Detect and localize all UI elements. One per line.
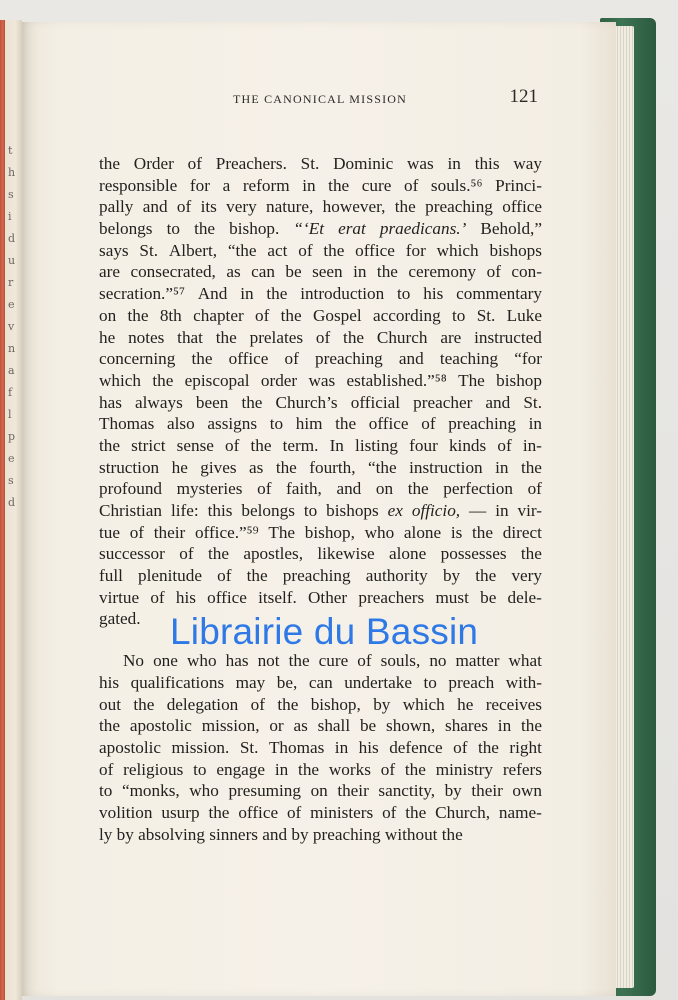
text-line: ly by absolving sinners and by preaching without the — [99, 824, 463, 844]
text-line: responsible for a reform in the cure of souls.⁵⁶ Princi- — [99, 175, 542, 195]
text-line: his qualifications may be, can undertake to preach with- — [99, 672, 542, 692]
previous-page-text-fragments: t h s i d u r e v n a f l p e s d — [8, 144, 16, 509]
text-line: he notes that the prelates of the Church are instructed — [99, 327, 542, 347]
text-line: full plenitude of the preaching authority by the very — [99, 566, 542, 586]
watermark: Librairie du Bassin — [170, 611, 479, 652]
body-text — [99, 153, 542, 845]
text-line: which the episcopal order was established.”⁵⁸ The bishop — [99, 370, 542, 390]
text-line: volition usurp the office of ministers of the Church, name- — [99, 802, 542, 822]
text-line: has always been the Church’s official preacher and St. — [99, 392, 542, 412]
text-line: gated. — [99, 609, 141, 629]
text-line: Thomas also assigns to him the office of preaching in — [99, 414, 542, 434]
text-line: successor of the apostles, likewise alone possesses the — [99, 544, 542, 564]
red-page-edge — [0, 20, 5, 1000]
text-line: the Order of Preachers. St. Dominic was in this way — [99, 154, 542, 173]
text-line: secration.”⁵⁷ And in the introduction to his commentary — [99, 284, 542, 304]
running-head: THE CANONICAL MISSION — [232, 92, 408, 106]
text-line: struction he gives as the fourth, “the instruction in the — [99, 457, 542, 477]
text-line: of religious to engage in the works of the ministry refers — [99, 759, 542, 779]
book-page — [22, 22, 616, 996]
text-line: concerning the office of preaching and teaching “for — [99, 349, 542, 369]
text-line: profound mysteries of faith, and on the perfection of — [99, 479, 542, 499]
text-line: says St. Albert, “the act of the office for which bishops — [99, 240, 542, 260]
text-line: belongs to the bishop. “‘Et erat praedicans.’ Behold,” — [99, 219, 542, 239]
text-line: out the delegation of the bishop, by which he receives — [99, 694, 542, 714]
text-line: No one who has not the cure of souls, no matter what — [123, 651, 542, 671]
text-line: to “monks, who presuming on their sanctity, by their own — [99, 781, 542, 801]
page-number: 121 — [509, 86, 538, 107]
text-line: on the 8th chapter of the Gospel according to St. Luke — [99, 305, 542, 325]
text-line: Christian life: this belongs to bishops ex officio, — in vir- — [99, 501, 542, 520]
text-line: tue of their office.”⁵⁹ The bishop, who alone is the direct — [99, 522, 542, 542]
text-line: the strict sense of the term. In listing four kinds of in- — [99, 435, 542, 455]
previous-page-edge — [0, 20, 22, 1000]
text-line: are consecrated, as can be seen in the ceremony of con- — [99, 262, 542, 282]
text-line: apostolic mission. St. Thomas in his defence of the right — [99, 737, 542, 757]
text-line: pally and of its very nature, however, the preaching office — [99, 197, 542, 217]
text-line: virtue of his office itself. Other preachers must be dele- — [99, 587, 542, 607]
text-line: the apostolic mission, or as shall be shown, shares in the — [99, 716, 542, 736]
